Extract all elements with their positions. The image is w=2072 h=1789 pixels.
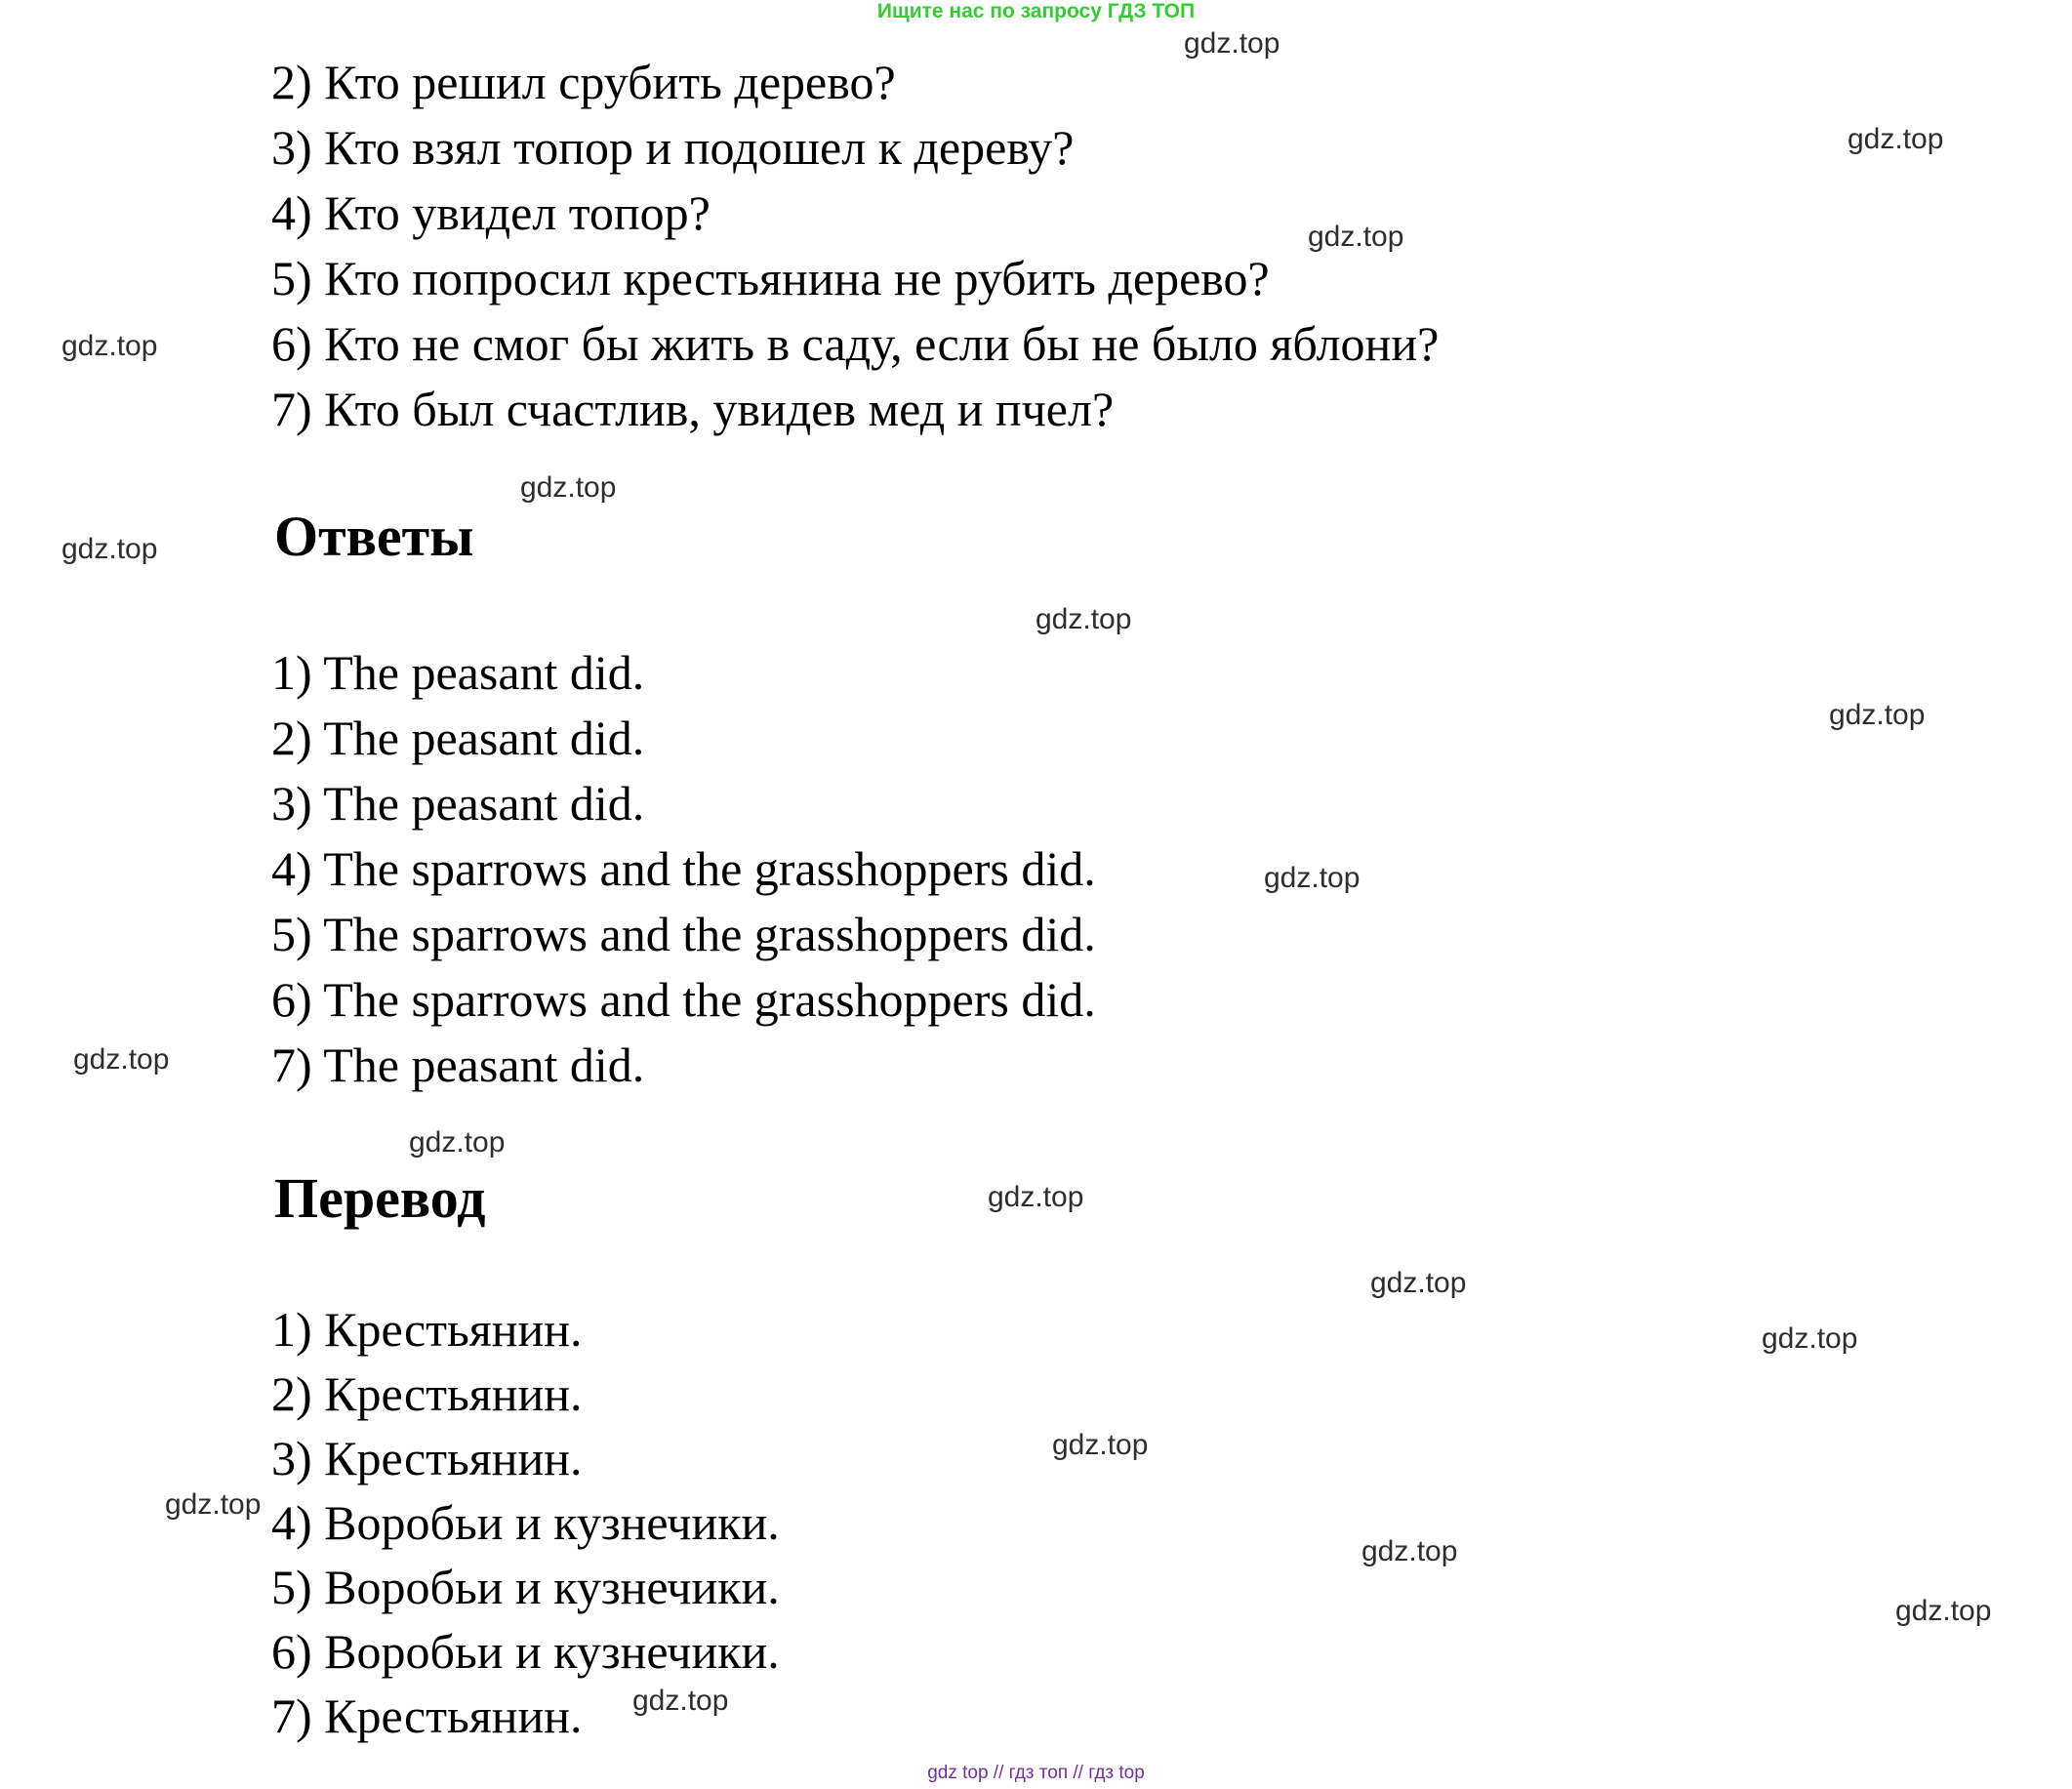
translation-line: 1) Крестьянин.: [271, 1302, 583, 1357]
promo-banner-text: Ищите нас по запросу ГДЗ ТОП: [876, 0, 1196, 22]
translation-line: 2) Крестьянин.: [271, 1366, 583, 1421]
question-line: 5) Кто попросил крестьянина не рубить дерево?: [271, 251, 1270, 305]
watermark: gdz.top: [409, 1126, 506, 1159]
answer-line: 4) The sparrows and the grasshoppers did.: [271, 841, 1096, 896]
watermark: gdz.top: [1184, 27, 1280, 60]
translation-line: 3) Крестьянин.: [271, 1431, 583, 1485]
watermark: gdz.top: [1895, 1595, 1992, 1627]
watermark: gdz.top: [1370, 1267, 1467, 1299]
answer-line: 1) The peasant did.: [271, 645, 645, 700]
watermark: gdz.top: [73, 1043, 170, 1076]
question-line: 3) Кто взял топор и подошел к дереву?: [271, 120, 1075, 175]
answer-line: 3) The peasant did.: [271, 776, 645, 831]
answer-line: 2) The peasant did.: [271, 711, 645, 765]
translation-line: 4) Воробьи и кузнечики.: [271, 1495, 780, 1550]
watermark: gdz.top: [61, 330, 158, 362]
watermark: gdz.top: [1308, 221, 1404, 253]
translation-heading: Перевод: [274, 1166, 486, 1230]
watermark: gdz.top: [632, 1685, 729, 1717]
watermark: gdz.top: [1829, 699, 1926, 731]
watermark: gdz.top: [1762, 1322, 1858, 1355]
translation-line: 6) Воробьи и кузнечики.: [271, 1624, 780, 1679]
watermark: gdz.top: [988, 1181, 1084, 1213]
watermark: gdz.top: [520, 471, 617, 504]
question-line: 6) Кто не смог бы жить в саду, если бы не было яблони?: [271, 316, 1440, 371]
answer-line: 5) The sparrows and the grasshoppers did.: [271, 907, 1096, 961]
translation-list: [271, 1297, 780, 1748]
watermark: gdz.top: [1264, 862, 1361, 894]
translation-line: 7) Крестьянин.: [271, 1688, 583, 1743]
questions-list: [271, 50, 1439, 442]
translation-line: 5) Воробьи и кузнечики.: [271, 1560, 780, 1614]
answers-heading: Ответы: [274, 505, 474, 568]
question-line: 4) Кто увидел топор?: [271, 185, 711, 240]
watermark: gdz.top: [1036, 603, 1132, 635]
question-line: 7) Кто был счастлив, увидев мед и пчел?: [271, 382, 1115, 436]
footer-site-tags: gdz top // гдз топ // гдз top: [927, 1763, 1145, 1783]
watermark: gdz.top: [1848, 123, 1944, 155]
watermark: gdz.top: [61, 533, 158, 565]
answer-line: 6) The sparrows and the grasshoppers did.: [271, 972, 1096, 1027]
watermark: gdz.top: [1052, 1429, 1149, 1461]
watermark: gdz.top: [1361, 1535, 1458, 1567]
watermark: gdz.top: [165, 1488, 262, 1521]
question-line: 2) Кто решил срубить дерево?: [271, 55, 896, 109]
answer-line: 7) The peasant did.: [271, 1037, 645, 1092]
answers-list: [271, 640, 1096, 1098]
